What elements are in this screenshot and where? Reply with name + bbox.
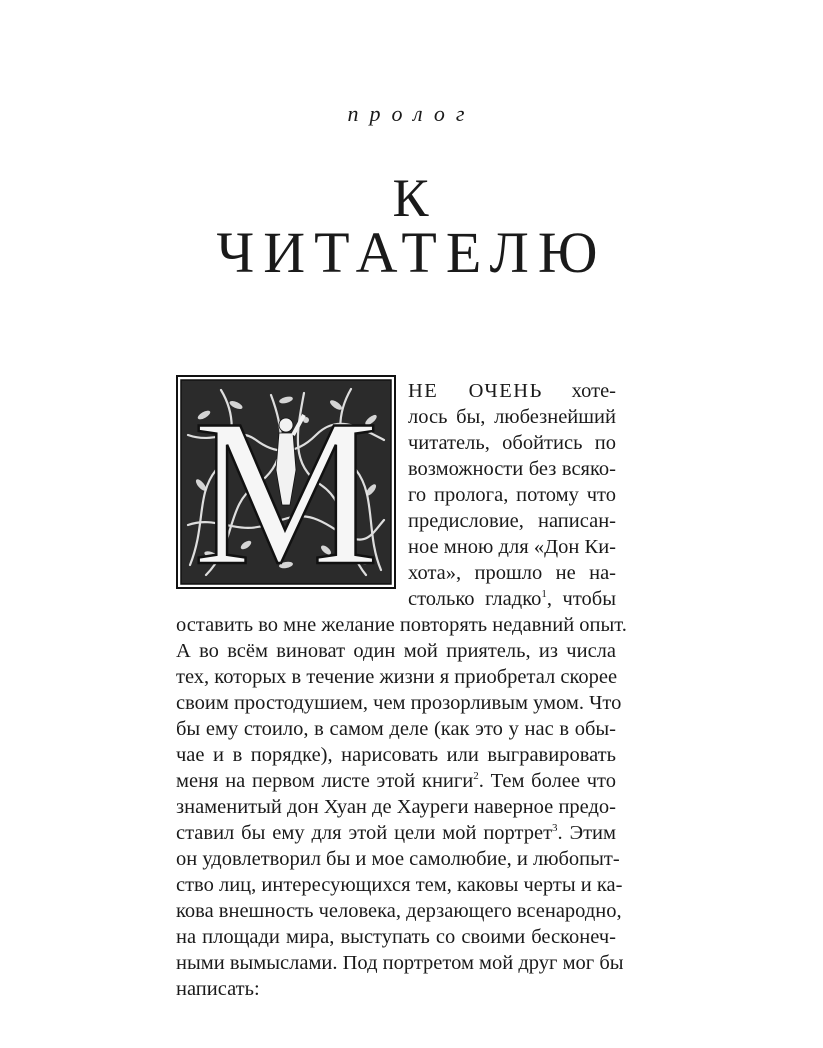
text-line-10: оставить во мне желание повторять недавний опыт.	[176, 614, 627, 636]
dropcap-letter: М	[192, 377, 380, 589]
footnote-ref-1[interactable]: 1	[541, 588, 547, 601]
text-line-19: он удовлетворил бы и мое самолюбие, и любопыт-	[176, 848, 620, 870]
text-line-24: написать:	[176, 978, 260, 1000]
text-line-23: ными вымыслами. Под портретом мой друг мог бы	[176, 952, 624, 974]
text-line-7: ное мною для «Дон Ки-	[408, 536, 616, 558]
text-line-5: го пролога, потому что	[408, 484, 616, 506]
text-line-11: А во всём виноват один мой приятель, из числа	[176, 640, 616, 662]
footnote-ref-3[interactable]: 3	[552, 822, 558, 835]
text-line-22: на площади мира, выступать со своими бесконеч-	[176, 926, 616, 948]
text-line-18: ставил бы ему для этой цели мой портрет$^3$. Этим	[176, 822, 616, 844]
text-line-6: предисловие, написан-	[408, 510, 616, 532]
text-line-3: читатель, обойтись по	[408, 432, 616, 454]
text-line-16: меня на первом листе этой книги$^2$. Тем более что	[176, 770, 616, 792]
section-label: пролог	[347, 101, 476, 126]
chapter-title-line-2: ЧИТАТЕЛЮ	[216, 220, 607, 285]
text-line-2: лось бы, любезнейший	[408, 406, 616, 428]
text-line-9: столько гладко$^1$, чтобы	[408, 588, 617, 610]
text-line-12: тех, которых в течение жизни я приобретал скорее	[176, 666, 618, 688]
opening-words: НЕ ОЧЕНЬ	[408, 380, 543, 402]
ornamental-initial-icon	[176, 375, 396, 589]
text-line-20: ство лиц, интересующихся тем, каковы черты и ка-	[176, 874, 623, 896]
text-line-15: чае и в порядке), нарисовать или выгравировать	[176, 744, 616, 766]
text-line-14: бы ему стоило, в самом деле (как это у нас в обы-	[176, 718, 616, 740]
chapter-title-line-1: К	[392, 168, 431, 228]
footnote-ref-2[interactable]: 2	[473, 770, 479, 783]
text-line-13: своим простодушием, чем прозорливым умом. Что	[176, 692, 622, 714]
text-line-21: кова внешность человека, дерзающего всенародно,	[176, 900, 622, 922]
text-line-17: знаменитый дон Хуан де Хауреги наверное предо-	[176, 796, 616, 818]
text-line-1: НЕ ОЧЕНЬ хоте-	[408, 380, 616, 402]
text-line-4: возможности без всяко-	[408, 458, 616, 480]
text-line-8: хота», прошло не на-	[408, 562, 616, 584]
